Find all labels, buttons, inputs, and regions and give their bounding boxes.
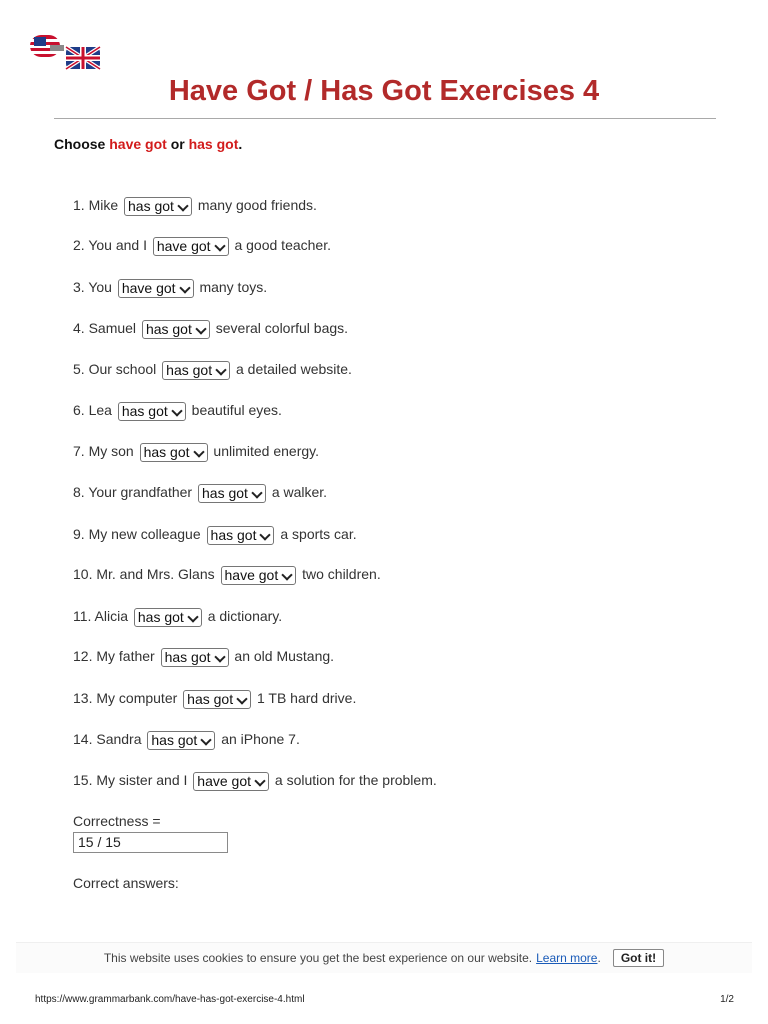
chevron-down-icon [193,446,204,457]
question-text: 3. You [73,279,112,295]
question-text: 9. My new colleague [73,526,201,542]
answer-select[interactable] [118,402,186,421]
chevron-down-icon [171,405,182,416]
got-it-button[interactable]: Got it! [613,949,664,967]
chevron-down-icon [214,651,225,662]
question-12 [73,646,334,667]
question-text: 10. Mr. and Mrs. Glans [73,566,215,582]
question-rest: a sports car. [280,526,357,542]
question-text: 15. My sister and I [73,772,188,788]
answer-select[interactable] [134,608,202,627]
answer-select[interactable] [207,526,275,545]
answer-select[interactable] [142,320,210,339]
us-flag-g-logo [30,35,64,57]
footer-url: https://www.grammarbank.com/have-has-got-exercise-4.html [35,994,305,1005]
answer-select[interactable] [140,443,208,462]
question-text: 7. My son [73,443,134,459]
question-text: 1. Mike [73,197,119,213]
selected-value: have got [197,772,251,789]
answer-select[interactable] [161,648,229,667]
chevron-down-icon [214,240,225,251]
question-9 [73,524,357,545]
question-3 [73,277,267,298]
cookie-text: This website uses cookies to ensure you get the best experience on our website. [103,951,533,965]
selected-value: has got [137,608,184,625]
answer-select[interactable] [162,361,230,380]
question-4 [73,318,348,339]
question-text: 8. Your grandfather [73,484,193,500]
question-rest: two children. [302,566,381,582]
selected-value: has got [164,648,211,665]
selected-value: have got [224,566,279,583]
instructions [54,136,242,152]
question-rest: several colorful bags. [215,320,349,336]
question-rest: many good friends. [197,197,317,213]
question-rest: unlimited energy. [213,443,319,459]
chevron-down-icon [187,611,198,622]
selected-value: has got [210,526,257,543]
answer-select[interactable] [153,237,229,256]
correctness-field[interactable] [73,832,228,853]
question-8 [73,482,327,503]
selected-value: has got [187,690,234,707]
chevron-down-icon [236,693,247,704]
instruction-middle: or [166,136,189,152]
answer-select[interactable] [198,484,266,503]
question-text: 11. Alicia [73,608,128,624]
question-10 [73,564,381,585]
question-text: 13. My computer [73,690,178,706]
chevron-down-icon [254,775,265,786]
question-15 [73,770,437,791]
question-rest: a good teacher. [234,237,331,253]
correct-answers-label: Correct answers: [73,875,179,891]
selected-value: has got [202,484,248,501]
title-divider [54,118,716,119]
option-has-got: has got [188,136,239,152]
chevron-down-icon [195,323,206,334]
question-7 [73,441,319,462]
chevron-down-icon [201,734,212,745]
answer-select[interactable] [183,690,251,709]
question-13 [73,688,356,709]
question-2 [73,235,331,256]
chevron-down-icon [282,569,293,580]
selected-value: has got [145,320,192,337]
answer-select[interactable] [124,197,192,216]
answer-select[interactable] [221,566,297,585]
selected-value: have got [156,237,211,254]
selected-value: has got [128,197,174,214]
page-title: Have Got / Has Got Exercises 4 [168,75,600,107]
instruction-suffix: . [238,136,243,152]
learn-more-link[interactable]: Learn more [536,951,598,965]
question-text: 4. Samuel [73,320,137,336]
question-rest: a solution for the problem. [274,772,437,788]
question-rest: a dictionary. [207,608,283,624]
chevron-down-icon [179,282,190,293]
uk-flag-b-logo [66,47,100,69]
cookie-period: . [597,951,601,965]
chevron-down-icon [177,200,188,211]
question-text: 2. You and I [73,237,147,253]
answer-select[interactable] [193,772,269,791]
question-text: 14. Sandra [73,731,142,747]
question-text: 12. My father [73,648,155,664]
selected-value: has got [166,361,213,378]
selected-value: has got [143,443,190,460]
question-rest: an iPhone 7. [221,731,300,747]
question-rest: beautiful eyes. [191,402,282,418]
question-rest: an old Mustang. [234,648,335,664]
correctness-label: Correctness = [73,813,161,829]
question-text: 6. Lea [73,402,112,418]
question-14 [73,729,300,750]
answer-select[interactable] [118,279,194,298]
grammarbank-logo[interactable] [28,33,104,71]
correctness-value: 15 / 15 [78,834,121,850]
chevron-down-icon [215,364,226,375]
answer-select[interactable] [147,731,215,750]
instruction-prefix: Choose [54,136,110,152]
question-5 [73,359,352,380]
selected-value: has got [151,731,198,748]
question-11 [73,606,282,627]
chevron-down-icon [251,487,262,498]
question-1 [73,195,317,216]
question-rest: a walker. [271,484,328,500]
question-rest: many toys. [199,279,268,295]
question-rest: 1 TB hard drive. [256,690,357,706]
footer-page-number: 1/2 [720,994,734,1005]
question-rest: a detailed website. [235,361,352,377]
question-text: 5. Our school [73,361,157,377]
cookie-banner [16,942,752,973]
option-have-got: have got [109,136,167,152]
chevron-down-icon [260,529,271,540]
selected-value: have got [121,279,176,296]
question-6 [73,400,282,421]
selected-value: has got [121,402,168,419]
